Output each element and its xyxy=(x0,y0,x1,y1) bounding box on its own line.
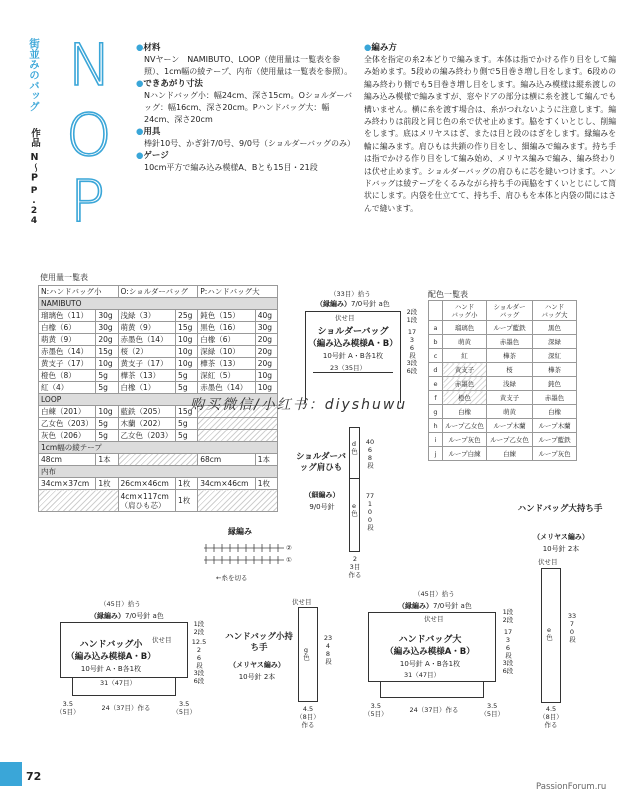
table-cell: 樺茶（13） xyxy=(198,358,256,370)
color-row xyxy=(429,419,577,433)
table-cell: 浅緑（3） xyxy=(118,310,176,322)
method-block xyxy=(364,42,616,215)
large-bottom-dims: 3.5 （5目） 24（37目）作る 3.5 （5目） xyxy=(364,702,504,718)
strap-color-e: e色 xyxy=(350,502,358,517)
table-cell: 5g xyxy=(96,430,118,442)
table-cell: 鈍色（15） xyxy=(198,310,256,322)
color-key: c xyxy=(429,349,443,363)
method-text: 全体を指定の糸2本どりで編みます。本体は指でかける作り目をして編み始めます。5段めの編み終わり側で5目巻き増し目をします。6段めの編み終わり側でも5目巻き増し目をします。編み込み模様は縦糸渡しの編み込み模様で編みますが、窓やドアの部分は横に糸を渡して編んでも構いません。横に糸を渡す場合は、糸がつれないように注意します。編み終わりは前段と同じ色の糸で伏せ止めます。脇をすくいとじし、削編をします。底はメリヤスはぎ、または目と段のはぎをします。縁編みを輪に編みます。肩ひもは共鎖の作り目をし、細編みで編みます。持ち手は指でかける作り目をして編み始め、メリヤス編みで編み、編み終わりは伏せ止めます。ショルダーバッグの肩ひもに芯を縫いつけます。ハンドバッグは綾テープをくるみながら持ち手の両脇をすくいとじにして筒状にします。内袋を仕立てて、持ち手、肩ひもを本体と内袋の間にはさんで縫います。 xyxy=(364,55,616,213)
color-cell: 赤墨色 xyxy=(487,335,533,349)
color-cell: 深緑 xyxy=(533,335,577,349)
table-cell: 5g xyxy=(96,382,118,394)
large-handle-name: ハンドバッグ大持ち手 xyxy=(517,504,603,514)
table-cell: 赤墨色（14） xyxy=(198,382,256,394)
table-cell: 白橡（6） xyxy=(198,334,256,346)
small-needle: 10号針 A・B各1枚 xyxy=(80,665,142,673)
large-handle-color: e色 xyxy=(545,626,553,641)
table-cell-empty xyxy=(198,490,278,512)
color-table xyxy=(428,300,577,461)
large-handle-width: 4.5 （8目） 作る xyxy=(539,705,563,729)
color-cell: 萌黄 xyxy=(487,405,533,419)
table-row xyxy=(39,382,278,394)
color-key: g xyxy=(429,405,443,419)
small-cast-off: 伏せ目 xyxy=(152,636,172,644)
color-key: b xyxy=(429,335,443,349)
shoulder-bag-bottom xyxy=(313,372,393,373)
edging-row-1: ① xyxy=(286,556,292,564)
method-heading: ●編み方 xyxy=(364,43,397,53)
large-dims-right: 1段 2段 17 36段 3段 6段 xyxy=(502,608,514,675)
table-cell: 白橡（1） xyxy=(118,382,176,394)
table-cell-empty xyxy=(198,430,278,442)
shoulder-pattern: （編み込み模様A・B） xyxy=(308,339,398,349)
table-cell: 10g xyxy=(176,334,198,346)
table-cell: 10g xyxy=(96,406,118,418)
table-cell: 白橡（6） xyxy=(39,322,96,334)
table-cell: 15g xyxy=(176,322,198,334)
color-cell: ループ白練 xyxy=(443,447,487,461)
table-row xyxy=(39,478,278,490)
color-cell: 白橡 xyxy=(533,405,577,419)
color-table-title: 配色一覧表 xyxy=(428,290,468,299)
table-cell: 10g xyxy=(255,370,277,382)
color-cell: 橙色 xyxy=(443,391,487,405)
color-cell: 赤墨色 xyxy=(443,377,487,391)
color-cell: 樺茶 xyxy=(533,363,577,377)
table-cell: 30g xyxy=(255,322,277,334)
table-cell: 瑠璃色（11） xyxy=(39,310,96,322)
color-cell: 浅緑 xyxy=(487,377,533,391)
big-letter-p: P xyxy=(70,167,105,235)
table-cell: 30g xyxy=(96,322,118,334)
namibuto-rows xyxy=(39,310,278,394)
small-dims-right: 1段 2段 12.5 26段 3段 6段 xyxy=(191,620,207,685)
table-cell: 5g xyxy=(176,418,198,430)
color-cell: ループ乙女色 xyxy=(487,433,533,447)
color-row xyxy=(429,447,577,461)
table-cell: 15g xyxy=(96,346,118,358)
table-cell: 5g xyxy=(176,370,198,382)
usage-table-title: 使用量一覧表 xyxy=(40,273,88,282)
small-top-count: （45目）拾う xyxy=(100,600,141,608)
table-cell: 萌黄（9） xyxy=(39,334,96,346)
shoulder-name: ショルダーバッグ xyxy=(317,327,389,337)
materials-block xyxy=(136,42,356,174)
color-cell: 白練 xyxy=(487,447,533,461)
shoulder-needle: 10号針 A・B各1枚 xyxy=(322,352,384,360)
table-row xyxy=(39,346,278,358)
table-cell: 赤墨色（14） xyxy=(39,346,96,358)
table-cell: 1本 xyxy=(96,454,118,466)
small-handle-width: 4.5 （8目） 作る xyxy=(296,705,320,729)
table-cell: 橙色（8） xyxy=(39,370,96,382)
edging-row-2: ② xyxy=(286,544,292,552)
color-key: h xyxy=(429,419,443,433)
color-key: e xyxy=(429,377,443,391)
large-bag-notch xyxy=(380,682,484,698)
color-cell: 桜 xyxy=(487,363,533,377)
table-cell: 20g xyxy=(255,346,277,358)
color-cell: 深紅 xyxy=(533,349,577,363)
large-cast-off: 伏せ目 xyxy=(424,615,444,623)
table-cell: 10g xyxy=(176,358,198,370)
color-row xyxy=(429,433,577,447)
site-credit: PassionForum.ru xyxy=(536,782,607,792)
gauge-text: 10cm平方で編み込み模様A、Bとも15目・21段 xyxy=(144,163,318,172)
color-cell: 黒色 xyxy=(533,321,577,335)
table-cell: 1本 xyxy=(255,454,277,466)
small-handle-length: 23 48段 xyxy=(323,634,333,665)
large-top-count: （45目）拾う xyxy=(414,590,455,598)
size-text: Nハンドバッグ小：幅24cm、深さ15cm。Oショルダーバッグ：幅16cm、深さ20cm。Pハンドバッグ大：幅24cm、深さ20cm xyxy=(144,91,352,124)
color-row xyxy=(429,321,577,335)
small-handle-color: g色 xyxy=(302,646,310,661)
strap-needle: 9/0号針 xyxy=(309,503,335,511)
tools-heading: ●用具 xyxy=(136,127,161,137)
table-cell: 10g xyxy=(176,346,198,358)
page-number: 72 xyxy=(26,770,42,783)
color-cell: 瑠璃色 xyxy=(443,321,487,335)
table-cell: 深紅（5） xyxy=(198,370,256,382)
color-cell: 鈍色 xyxy=(533,377,577,391)
table-cell: 5g xyxy=(176,382,198,394)
shoulder-width: 23（35目） xyxy=(330,364,367,372)
table-cell: 赤墨色（14） xyxy=(118,334,176,346)
table-cell: 萌黄（9） xyxy=(118,322,176,334)
work-range: N〜P xyxy=(29,152,40,184)
strap-measure-top: 40 68段 xyxy=(365,438,375,469)
table-cell: 灰色（206） xyxy=(39,430,96,442)
color-header: ハンド バッグ大 xyxy=(533,301,577,321)
table-cell: 藍鉄（205） xyxy=(118,406,176,418)
table-cell: 40g xyxy=(255,310,277,322)
color-cell: ループ藍鉄 xyxy=(487,321,533,335)
color-rows xyxy=(429,321,577,461)
color-cell: 白橡 xyxy=(443,405,487,419)
table-cell: 10g xyxy=(255,382,277,394)
table-cell: 34cm×37cm xyxy=(39,478,96,490)
table-cell-empty xyxy=(198,418,278,430)
large-handle-stitch: （メリヤス編み） xyxy=(533,533,589,541)
color-cell: 黄支子 xyxy=(487,391,533,405)
strap-divider xyxy=(349,478,360,479)
shoulder-edge: （縁編み）7/0号針 a色 xyxy=(316,300,390,308)
strap-color-d: d色 xyxy=(350,440,358,455)
table-cell: 黒色（16） xyxy=(198,322,256,334)
edging-title: 縁編み xyxy=(228,527,252,536)
page-reference: P.24 xyxy=(29,186,39,226)
usage-group-namibuto: NAMIBUTO xyxy=(39,298,278,310)
table-cell: 20g xyxy=(255,334,277,346)
color-cell: ループ藍鉄 xyxy=(533,433,577,447)
color-key: i xyxy=(429,433,443,447)
large-handle-length: 33 70段 xyxy=(567,612,577,643)
table-cell: 20g xyxy=(96,334,118,346)
table-row xyxy=(39,490,278,512)
color-cell: 樺茶 xyxy=(487,349,533,363)
large-handle-cast-off: 伏せ目 xyxy=(538,558,558,566)
table-row xyxy=(39,358,278,370)
table-cell: 5g xyxy=(96,418,118,430)
page-number-bar xyxy=(0,762,22,786)
small-handle-stitch: （メリヤス編み） xyxy=(229,661,285,669)
materials-text: NVヤーン NAMIBUTO、LOOP（使用量は一覧表を参照）、1cm幅の綾テープ、内布（使用量は一覧表を参照）。 xyxy=(144,55,353,76)
table-cell: 1枚 xyxy=(255,478,277,490)
strap-measure-bottom: 77 100段 xyxy=(365,492,375,531)
color-row xyxy=(429,363,577,377)
color-key: f xyxy=(429,391,443,405)
small-pattern: （編み込み模様A・B） xyxy=(66,652,156,662)
table-cell: 1枚 xyxy=(176,490,198,512)
table-cell: 48cm xyxy=(39,454,96,466)
usage-group-lining: 内布 xyxy=(39,466,278,478)
color-cell: ループ木蘭 xyxy=(533,419,577,433)
color-key: d xyxy=(429,363,443,377)
table-cell: 68cm xyxy=(198,454,256,466)
shoulder-top-count: （33目）拾う xyxy=(330,290,371,298)
table-cell: 1枚 xyxy=(96,478,118,490)
table-cell-empty xyxy=(39,490,119,512)
gauge-heading: ●ゲージ xyxy=(136,151,169,161)
table-row xyxy=(39,310,278,322)
series-title: 街並みのバッグ xyxy=(28,38,40,112)
color-row xyxy=(429,335,577,349)
table-row xyxy=(39,418,278,430)
color-row xyxy=(429,349,577,363)
table-cell: 乙女色（203） xyxy=(39,418,96,430)
table-cell: 5g xyxy=(96,370,118,382)
large-pattern: （編み込み模様A・B） xyxy=(385,647,475,657)
table-cell: 30g xyxy=(96,310,118,322)
table-cell: 乙女色（203） xyxy=(118,430,176,442)
color-header-blank xyxy=(429,301,443,321)
color-cell: ループ灰色 xyxy=(443,433,487,447)
small-edge: （縁編み）7/0号針 a色 xyxy=(90,612,164,620)
usage-header-row xyxy=(39,286,278,298)
table-cell: 5g xyxy=(176,430,198,442)
small-handle-needle: 10号針 2本 xyxy=(238,673,276,681)
color-cell: ループ木蘭 xyxy=(487,419,533,433)
large-name: ハンドバッグ大 xyxy=(398,635,462,645)
table-cell: 26cm×46cm xyxy=(118,478,176,490)
usage-header: P:ハンドバッグ大 xyxy=(198,286,278,298)
color-cell: 黄支子 xyxy=(443,363,487,377)
size-heading: ●できあがり寸法 xyxy=(136,79,203,89)
shoulder-dims-right: 2段 1段 17 36段 3段 6段 xyxy=(406,308,418,375)
table-row xyxy=(39,454,278,466)
large-edge: （縁編み）7/0号針 a色 xyxy=(398,602,472,610)
strap-name: ショルダーバッグ肩ひも xyxy=(295,452,347,473)
color-header: ハンド バッグ小 xyxy=(443,301,487,321)
big-letter-n: N xyxy=(68,31,112,99)
large-handle-needle: 10号針 2本 xyxy=(542,545,580,553)
edging-chart xyxy=(200,540,300,570)
small-handle-cast-off: 伏せ目 xyxy=(292,598,312,606)
table-row xyxy=(39,334,278,346)
color-row xyxy=(429,391,577,405)
color-cell: ループ乙女色 xyxy=(443,419,487,433)
usage-group-tape: 1cm幅の綾テープ xyxy=(39,442,278,454)
large-needle: 10号針 A・B各1枚 xyxy=(399,660,461,668)
table-cell: 1枚 xyxy=(176,478,198,490)
small-width: 31（47目） xyxy=(100,679,137,687)
table-cell: 10g xyxy=(96,358,118,370)
color-key: a xyxy=(429,321,443,335)
shoulder-cast-off: 伏せ目 xyxy=(335,314,355,322)
usage-header: O:ショルダーバッグ xyxy=(118,286,198,298)
table-row xyxy=(39,430,278,442)
table-cell: 20g xyxy=(255,358,277,370)
table-cell: 白練（201） xyxy=(39,406,96,418)
table-cell: 桜（2） xyxy=(118,346,176,358)
color-cell: 赤墨色 xyxy=(533,391,577,405)
usage-header: N:ハンドバッグ小 xyxy=(39,286,119,298)
table-cell-empty xyxy=(118,454,198,466)
color-row xyxy=(429,405,577,419)
table-cell: 黄支子（17） xyxy=(118,358,176,370)
watermark-text: 购买微信/小红书：diyshuwu xyxy=(190,397,408,413)
usage-group-loop: LOOP xyxy=(39,394,278,406)
table-cell: 深緑（10） xyxy=(198,346,256,358)
color-cell: ループ灰色 xyxy=(533,447,577,461)
table-row xyxy=(39,370,278,382)
table-cell: 15g xyxy=(176,406,198,418)
table-cell: 34cm×46cm xyxy=(198,478,256,490)
strap-width: 2 3目 作る xyxy=(348,555,362,579)
large-width: 31（47目） xyxy=(404,671,441,679)
table-cell: 紅（4） xyxy=(39,382,96,394)
edging-cut-note: ←糸を切る xyxy=(216,574,248,582)
small-handle-name: ハンドバッグ小持ち手 xyxy=(225,632,293,653)
tools-text: 棒針10号、かぎ針7/0号、9/0号（ショルダーバッグのみ） xyxy=(144,139,356,148)
big-letter-o: O xyxy=(66,101,112,169)
table-cell: 黄支子（17） xyxy=(39,358,96,370)
color-row xyxy=(429,377,577,391)
table-cell: 4cm×117cm （肩ひも芯） xyxy=(118,490,176,512)
work-label: 作品 xyxy=(29,128,40,147)
color-cell: 萌黄 xyxy=(443,335,487,349)
table-cell: 25g xyxy=(176,310,198,322)
color-cell: 紅 xyxy=(443,349,487,363)
small-name: ハンドバッグ小 xyxy=(79,640,143,650)
small-bottom-dims: 3.5 （5目） 24（37目）作る 3.5 （5目） xyxy=(56,700,196,716)
color-header-row xyxy=(429,301,577,321)
table-cell: 木蘭（202） xyxy=(118,418,176,430)
color-key: j xyxy=(429,447,443,461)
table-cell: 樺茶（13） xyxy=(118,370,176,382)
color-header: ショルダー バッグ xyxy=(487,301,533,321)
table-row xyxy=(39,322,278,334)
materials-heading: ●材料 xyxy=(136,43,161,53)
strap-stitch: （細編み） xyxy=(304,491,340,499)
